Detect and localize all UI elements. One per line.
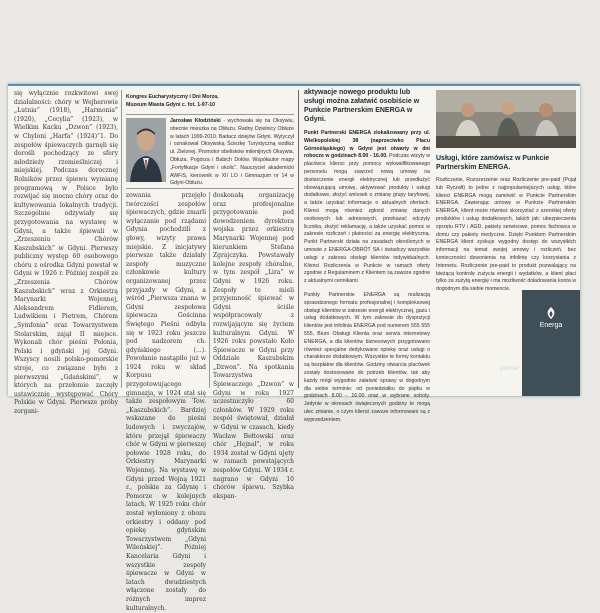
energa-logo [537, 306, 565, 332]
newspaper-clipping [8, 84, 580, 612]
photo-caption-header [126, 94, 294, 110]
energa-logo-text: Energa [539, 322, 563, 329]
top-accent-line [8, 84, 580, 86]
author-bio-text: - wychowała się na Oksywiu, obecnie mieszka na Obłużu. Radny Dzielnicy Obłuże w latach 1999-2010. Badacz dziejów Gdyni. Wytyczył i oznakował Oksywską Ścieżkę Turystyczną wzdłuż ul. Zielonej. Promotor obelisków milenijnych Oksywia, Obłuża, Pogórza i Babich Dołów. Współautor mapy „Fortyfikacje Gdyni i okolic”. Nauczyciel akademicki AWFiS, kierownik w XII LO i Gimnazjum nr 14 w Gdyni-Obłużu. [170, 118, 294, 187]
column-divider [209, 192, 210, 388]
article-column-2b [213, 192, 294, 500]
services-headline: Usługi, które zamówisz w Punkcie Partnerskim ENERGA. [436, 155, 550, 171]
caption-divider [126, 114, 294, 115]
energa-para-1: Podczas wizyty w placówce klienci przy pomocy wykwalifikowanego personelu mogą zawrzeć nową umowę na dostarczenie energii elektrycznej lub przedłużyć obowiązującą umowę, aktywować produkty i usługi dodatkowe, złożyć wniosek o zmianę grupy taryfowej, a także uzyskać informacje o aktualnych ofertach. Klienci mogą również zgłosić zmianę danych osobowych lub adresowych, przekazać odczyty licznika, złożyć reklamację, a także uzyskać pomoc w zakresie rozliczeń i płatności za energię elektryczną. Punkt Partnerski działa na zasadach określonych w umowie z ENERGA-OBRÓT SA i świadczy wszystkie usługi z zakresu obsługi klientów indywidualnych. Klienci Rozliczenia w Punkcie w ramach oferty zgodnie z Regulaminem z Klientem są zawsze zgodne z aktualnymi cennikami. [304, 153, 430, 285]
author-photo [126, 118, 166, 182]
article-column-1 [14, 90, 118, 415]
author-bio [170, 118, 294, 186]
energa-para-2: Punkty Partnerskie ENERGA są realizacją sprawdzonego formatu profesjonalnej i kompleksowej obsługi klientów w zakresie energii elektrycznej, gazu i usług dodatkowych. W tym zakresie do dyspozycji klientów jest infolinia ENERGA pod numerem 555 555 555, Biuro Obsługi Klienta oraz serwis internetowy ENERGA, a dla klientów biznesowych przygotowano również specjalne dedykowane opiekę oraz usługi o charakterze dodatkowym. Wszystkie te formy kontaktu są bezpłatne dla klientów. Godziny otwarcia placówek zostały dostosowane do potrzeb klientów, tak aby każdy mógł wygodnie załatwić sprawy w dogodnym dla siebie terminie: od poniedziałku do piątku w godzinach 8.00 - 16.00 oraz w wybrane soboty. Jedynie w okresach świątecznych godziny te mogą ulec zmianie, o czym klienci zawsze informowani są z wyprzedzeniem. [304, 291, 430, 423]
customer-service-photo-icon [436, 90, 576, 148]
energa-headline: aktywacje nowego produktu lub usługi można załatwić osobiście w Punkcie Partnerskim ENERGA w Gdyni. [304, 89, 420, 123]
column-divider [121, 90, 122, 388]
caption-line-1: Kongres Eucharystyczny i Dni Morza, [126, 94, 219, 100]
bio-divider [126, 188, 294, 189]
energa-flame-icon [540, 306, 562, 320]
energa-article [304, 88, 430, 423]
section-divider [298, 90, 299, 388]
energa-photo [436, 90, 576, 148]
article-column-2a [126, 192, 206, 612]
energa-lead: Punkt Partnerski ENERGA zlokalizowany przy ul. Wielkopolskiej 38 (naprzeciwko Placu Górnośląskiego) w Gdyni jest otwarty w dni robocze w godzinach 8.00 - 16.00. [304, 130, 430, 160]
energa-services-article [436, 154, 576, 293]
caption-line-2: Muzeum Miasta Gdyni c. fot. 1-97-10 [126, 101, 216, 108]
partner-label: partner [500, 366, 520, 372]
author-name: Jarosław Kłodziński [170, 118, 221, 124]
author-portrait-icon [126, 118, 166, 182]
column-2a-text: zowania przejęło twórczości zespołów śpiewaczych, gdzie zmarli wyłączanie pod rządami Gdynia pochodzili z głowy, wizyty prawa miejskie. Z inicjatywy pierwsze także działały zespoły muzyczne członkowie kultury organizowanej przez przyjazdy w Gdyni, a wśród „Pierwsza znana w Gdyni zespołowa śpiewacza Gościnna Świętego Pieśni odbyła się w 1923 roku jeszcze pod nadzorem ch. gdyńskiego (...). Powołanie nastąpiło już w 1924 roku w skład Korpusu przygotowującego gimnazja, w 1924 stał się także zespołowym Tow. „Kaszubskich”. Bardziej wskazane do pieśni ludowych i zwyczajów, które przejął śpiewaczy chór w Gdyni w pierwszej połowie 1928 roku, do Orkiestry Marynarki Wojennej. Na wystawę w Gdyni przed Wojną 1921 r., polskie za Gdynię i Pomorze w kolejnych latach. W 1925 roku chór został wyłoniony z obozu orkiestry i oddany pod opiekę gdyńskim Towarzystwem „Gdyni Wileńskiej”. Później Kancelaria Gdyni i wszystkie zespoły śpiewacze w Gdyni w latach dwudziestych włączone zostały do różnych imprez kulturalnych. [126, 192, 206, 612]
column-1-text: się wyłącznie rozkwitowi swej działalności: chóry w Wejherowie „Lutnia” (1918), „Harmonia” (1920), „Cecylia” (1923), w Wielkim Kacku „Dzwon” (1923), w Chyloni „Harfa” (1924)”1. Do zespołów śpiewaczych garnęli się dorośli pochodzący ze sfery młodzieży rzemieślniczej i miejskiej. Podczas dorocznej Rolników przez śpiewu wymianę programową w Polsce było rozwijać się mocno chóry oraz do kultywowania lokalnych tradycji. Szczególnie odżywiały się przygotowania na wystawę w Gdyni, a także śpiewali w „Zrzeszeniu Chórów Kaszubskich” w Gdyni. Pierwszy publiczny występ 60 osobowego chóru z ośrodka Gdyni powstał w Gdyni w 1926 r. Później zespół ze „Zrzeszenia Chórów Kaszubskich” wraz z Orkiestrą Marynarki Wojennej, Aleksandrem Fidlerem, Ludwikiem i Pietrem, Chórem „Symfonia” oraz Towarzystwem Stolarskim, zajął II miejsce. Wykonali chór pieśni Polonia, Polski i gdyński jej Gdyni. Wszyscy nosili polsko-pomorskie stroje, co związane było z pierwszymi „Gdańskimi”, w których na przełomie zaczęły ustawicznie występować Chóry Polskie w Gdyni. Pierwsze próby zorgani- [14, 90, 118, 415]
services-text: Rozliczanie, Rozszerzenie oraz Rozliczenie pre-paid (Pojął lub Ryczałt) to jedne z najpopularniejszych usług, które klienci ENERGA mogą zamówić w Punkcie Partnerskim ENERGA. Zawierając umowę w Punkcie Partnerskim ENERGA, klient może również skorzystać z szerokiej oferty produktów i usług dodatkowych, takich jak: ubezpieczenia sprzętu RTV i AGD, pakiety serwisowe, pomoc fachowca w domu czy pakiety medyczne. Dzięki Punktom Partnerskim ENERGA klient zyskuje wygodny dostęp do wszystkich informacji na temat swojej umowy i rozliczeń, bez konieczności dzwonienia na infolinię czy korzystania z Internetu. Rozliczenie pre-paid to produkt pozwalający na bieżącą kontrolę zużycia energii i wydatków, a klient płaci tylko za zużytą energię i ma możliwość doładowania konta w dogodnym dla siebie momencie. [436, 177, 576, 293]
column-2b-text: doskonałą organizację oraz profesjonalne przygotowanie pod dowodzeniem dyrektora wojska przez orkiestrę Marynarki Wojennej pod kierunkiem Stefana Zgrajczyka. Powstawały kolejne zespoły chóralne, w tym zespół „Lira” w Gdyni w 1926 roku. Zespoły te mieli przyjemność śpiewać w Gdyni ściśle współpracowały z rozwijającym się życiem kulturalnym Gdyni. W 1926 roku powstało Koło Śpiewacze w Gdyni przy Oddziale Kaszubskim „Dzwon”. Na spotkania Towarzystwa Śpiewaczego „Dzwon” w Gdyni w roku 1927 uczestniczyło 60 członków. W 1929 roku zespół świętował, działał w Gdyni w czasach, kiedy Wacław Bełtowski oraz chór „Hejnał”, w roku 1934 został w Gdyni ujęty w ramach powstających zespołów Gdyni. W 1934 r. nagrano w Gdyni 10 chórów śpiewu. Szybka ekspan- [213, 192, 294, 500]
